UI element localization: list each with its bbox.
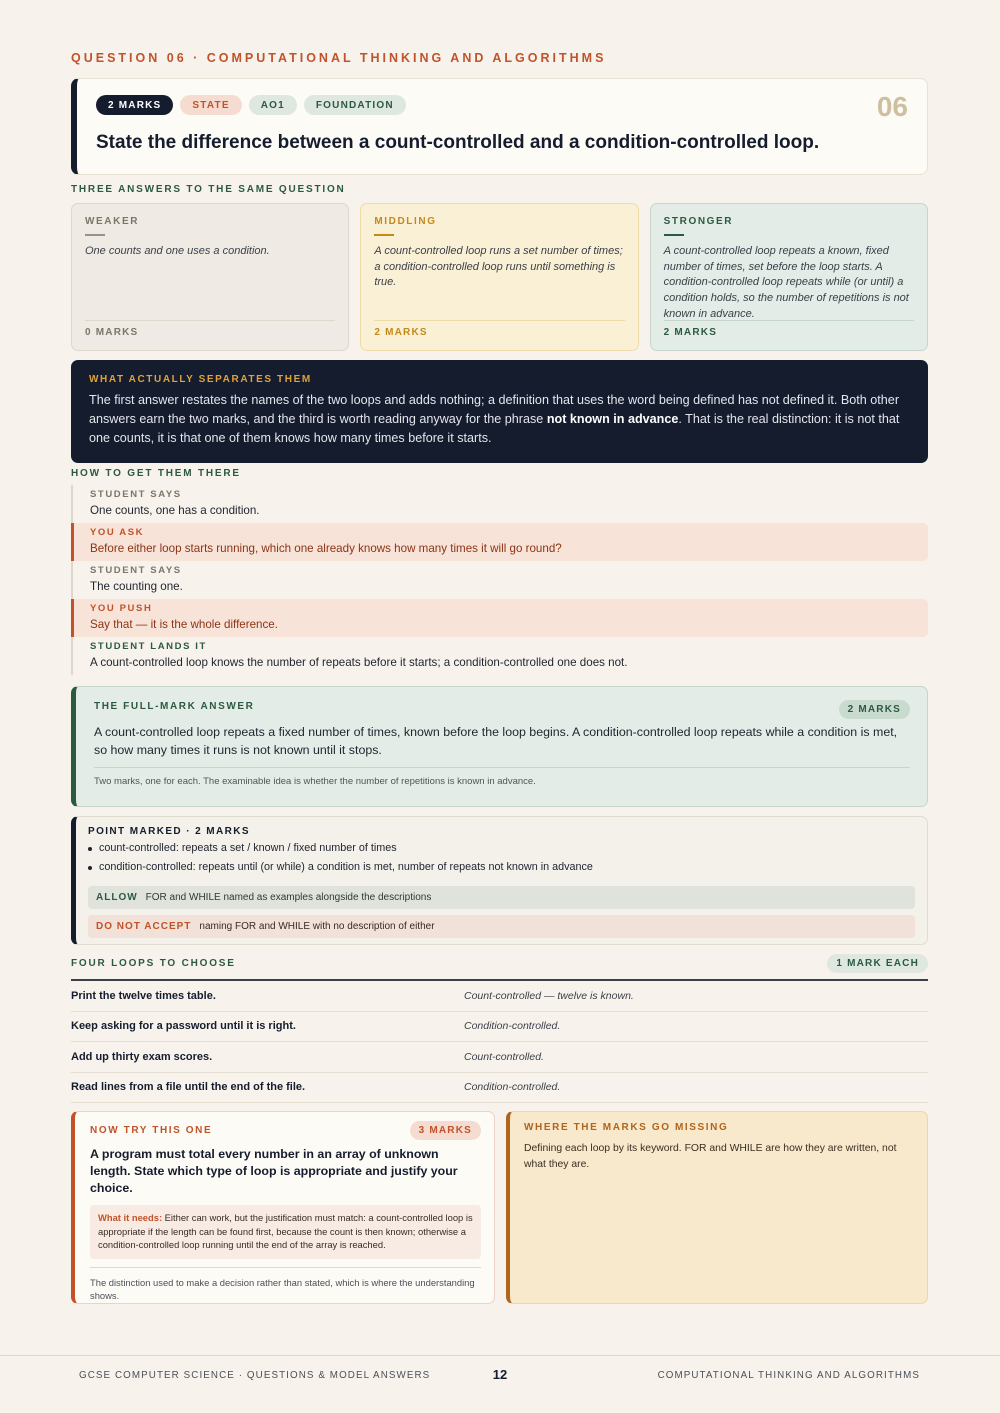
separator-text (89, 391, 910, 448)
answer-text: One counts and one uses a condition. (85, 245, 270, 257)
answer-marks: 0 MARKS (85, 320, 335, 338)
full-mark-note: Two marks, one for each. The examinable idea is whether the number of repetitions is known in advance. (94, 767, 910, 787)
try-question: A program must total every number in an array of unknown length. State which type of loop is appropriate and justify your choice. (90, 1147, 458, 1195)
answer-rule (374, 234, 394, 236)
dialogue-turn-landed (71, 637, 928, 675)
turn-label: YOU ASK (90, 527, 145, 538)
full-mark-text: A count-controlled loop repeats a fixed number of times, known before the loop begins. A condition-controlled loop repeats while a condition is met, so how many times it runs is not known until it stops. (94, 725, 898, 757)
answer-weaker (71, 203, 349, 351)
answer-rule (664, 234, 684, 236)
deny-text: naming FOR and WHILE with no description of either (199, 921, 435, 932)
try-needs-text: Either can work, but the justification must match: a count-controlled loop is appropriate if the length can be found first, because the count is then known; otherwise a condition-controlled loop running until the end of the array is reached. (98, 1212, 473, 1251)
turn-text: One counts, one has a condition. (90, 504, 260, 517)
turn-text: Before either loop starts running, which one already knows how many times it will go round? (90, 542, 562, 555)
try-needs-label: What it needs: (98, 1212, 163, 1223)
table-row (71, 1042, 928, 1073)
loop-answer: Condition-controlled. (464, 1020, 561, 1033)
try-needs (90, 1205, 481, 1259)
answer-title: STRONGER (663, 216, 734, 227)
try-marks-badge: 3 MARKS (410, 1121, 481, 1140)
question-kicker: QUESTION 06 · COMPUTATIONAL THINKING AND ALGORITHMS (71, 51, 607, 65)
full-mark-badge: 2 MARKS (839, 700, 910, 719)
turn-label: STUDENT SAYS (90, 565, 182, 576)
dialogue-label: HOW TO GET THEM THERE (71, 468, 241, 479)
full-mark-answer (71, 686, 928, 807)
loops-label: FOUR LOOPS TO CHOOSE (71, 958, 236, 969)
loop-task: Print the twelve times table. (71, 989, 216, 1002)
answer-title: WEAKER (85, 216, 140, 227)
answer-text: A count-controlled loop runs a set number of times; a condition-controlled loop runs until something is true. (374, 245, 623, 289)
turn-label: YOU PUSH (90, 603, 153, 614)
question-number: 06 (876, 91, 908, 122)
answer-text: A count-controlled loop repeats a known, fixed number of times, set before the loop starts. A condition-controlled loop repeats while (or until) a condition holds, so the number of repetitions is not known in advance. (663, 245, 909, 320)
full-mark-title: THE FULL-MARK ANSWER (94, 701, 255, 712)
footer-chapter: COMPUTATIONAL THINKING AND ALGORITHMS (657, 1370, 920, 1381)
separator-text-before: The first answer restates the names of the two loops and adds nothing; a definition that uses the word being defined has not defined it. Both other answers earn the two marks, and the third is worth reading anyway for the phrase (89, 393, 900, 426)
question-tags (96, 95, 406, 115)
point-list (88, 842, 915, 880)
loops-header (71, 954, 928, 981)
point-marked-scheme (71, 816, 928, 945)
turn-text: A count-controlled loop knows the number of repeats before it starts; a condition-controlled one does not. (90, 656, 628, 669)
answer-marks: 2 MARKS (374, 320, 624, 338)
allow-label: ALLOW (96, 892, 138, 903)
loop-answer: Condition-controlled. (464, 1081, 561, 1094)
allow-row (88, 886, 915, 909)
try-title: NOW TRY THIS ONE (90, 1125, 213, 1136)
try-this-card (71, 1111, 495, 1304)
tag-objective: AO1 (249, 95, 297, 115)
separator-box (71, 360, 928, 463)
page-footer (0, 1355, 1000, 1413)
table-row (71, 1012, 928, 1043)
answers-label: THREE ANSWERS TO THE SAME QUESTION (71, 184, 346, 195)
deny-label: DO NOT ACCEPT (96, 921, 192, 932)
loop-answer: Count-controlled. (464, 1050, 544, 1063)
tag-marks: 2 MARKS (96, 95, 173, 115)
try-note: The distinction used to make a decision rather than stated, which is where the understanding shows. (90, 1267, 481, 1303)
loops-table (71, 981, 928, 1103)
tag-command: STATE (180, 95, 241, 115)
dialogue-turn-teacher (71, 599, 928, 637)
loop-task: Read lines from a file until the end of the file. (71, 1081, 306, 1094)
answer-marks: 2 MARKS (664, 320, 914, 338)
table-row (71, 1073, 928, 1104)
loop-task: Keep asking for a password until it is right. (71, 1020, 296, 1033)
page-number: 12 (492, 1367, 508, 1382)
answer-middling (360, 203, 638, 351)
loop-task: Add up thirty exam scores. (71, 1050, 213, 1063)
turn-text: The counting one. (90, 580, 183, 593)
marks-missing-card (506, 1111, 928, 1304)
missing-title: WHERE THE MARKS GO MISSING (524, 1122, 729, 1133)
dialogue (71, 485, 928, 675)
answer-stronger (650, 203, 928, 351)
loops-marks-badge: 1 MARK EACH (827, 954, 928, 973)
separator-title: WHAT ACTUALLY SEPARATES THEM (89, 374, 312, 385)
footer-book-title: GCSE COMPUTER SCIENCE · QUESTIONS & MODEL ANSWERS (79, 1370, 431, 1381)
question-card (71, 78, 928, 175)
turn-label: STUDENT LANDS IT (90, 641, 207, 652)
answer-title: MIDDLING (374, 216, 437, 227)
list-item: count-controlled: repeats a set / known / fixed number of times (88, 842, 915, 861)
table-row (71, 981, 928, 1012)
point-marked-title: POINT MARKED · 2 MARKS (88, 826, 250, 837)
dialogue-turn-student (71, 561, 928, 599)
separator-text-bold: not known in advance (546, 412, 679, 426)
list-item: condition-controlled: repeats until (or while) a condition is met, number of repeats not known in advance (88, 861, 915, 880)
separator-text-after: . That is the real distinction: it is not that one counts, it is that one of them knows how many times before it starts. (89, 412, 900, 445)
answer-rule (85, 234, 105, 236)
turn-label: STUDENT SAYS (90, 489, 182, 500)
turn-text: Say that — it is the whole difference. (90, 618, 278, 631)
dialogue-turn-student (71, 485, 928, 523)
answers-row (71, 203, 928, 351)
dialogue-turn-teacher (71, 523, 928, 561)
allow-text: FOR and WHILE named as examples alongside the descriptions (145, 892, 432, 903)
missing-text: Defining each loop by its keyword. FOR and WHILE are how they are written, not what they are. (524, 1143, 897, 1170)
tag-tier: FOUNDATION (304, 95, 406, 115)
deny-row (88, 915, 915, 938)
loop-answer: Count-controlled — twelve is known. (464, 989, 634, 1002)
question-text: State the difference between a count-controlled and a condition-controlled loop. (96, 132, 820, 153)
